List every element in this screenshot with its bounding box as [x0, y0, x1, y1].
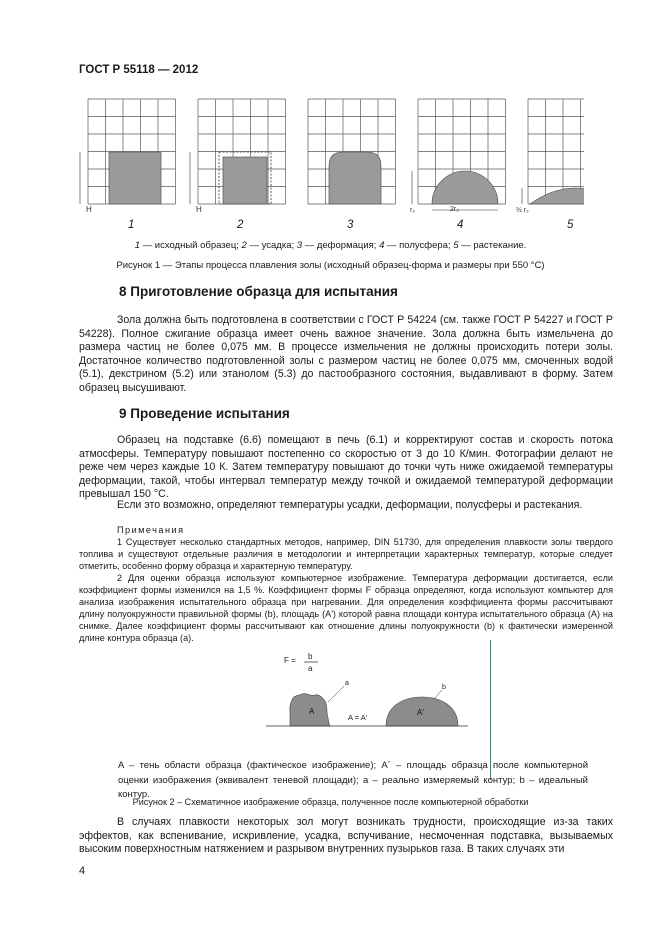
formula-numerator: b — [308, 652, 313, 661]
legend-text-2: — усадка; — [246, 240, 297, 251]
legend-text-3: — деформация; — [302, 240, 380, 251]
figure-1-melting-stages — [74, 95, 584, 217]
stage-number-2: 2 — [237, 219, 244, 231]
legend-text-5: — растекание. — [458, 240, 527, 251]
label-b: b — [442, 684, 446, 691]
stage-5-sample — [530, 188, 584, 204]
legend-number-5: 5 — [453, 240, 459, 251]
legend-text-4: — полусфера; — [384, 240, 454, 251]
closing-paragraph: В случаях плавкости некоторых зол могут возникать трудности, происходящие из-за таких эффектов, как вспенивание, искривление, усадка, вспучивание, несмоченная подставка, вызываемых высоким поверхностным натяжением и разрывом внутренних пузырьков газа. В таких случаях эти — [79, 816, 613, 855]
leader-b — [434, 690, 442, 699]
section-8-title: 8 Приготовление образца для испытания — [119, 284, 398, 299]
leader-a — [328, 686, 344, 702]
section-8-paragraph: Зола должна быть подготовлена в соответствии с ГОСТ Р 54224 (см. также ГОСТ Р 54227 и ГОСТ Р 54228). Полное сжигание образца имеет очень важное значение. Зола должна быть измельчена до размера частиц не более 0,075 мм. В процессе измельчения не должны происходить потери золы. Достаточное количество подготовленной золы с размером частиц не более 0,075 мм, смоченных водой (5.1), декстрином (5.2) или этанолом (5.3) до пастообразного состояния, выдавливают в форму. Затем образец высушивают. — [79, 314, 613, 394]
legend-number-3: 3 — [296, 240, 303, 251]
label-A: A — [309, 707, 315, 716]
section-9-paragraph-1: Образец на подставке (6.6) помещают в печь (6.1) и корректируют состав и скорость потока атмосферы. Температуру повышают постепенно со скоростью от 3 до 10 К/мин. Фотографии делают не реже чем через каждые 10 К. Затем температуру повышают до точки чуть ниже ожидаемой температуры деформации, такой, чтобы интервал температур между точкой и ожидаемой температурой деформации превышал 150 °С. — [79, 434, 613, 500]
page-number: 4 — [79, 865, 86, 877]
note-1: 1 Существует несколько стандартных методов, например, DIN 51730, для определения плавкости золы твердого топлива и существуют отдельные различия в методологии и интерпретации характерных температур, которые следует отметить, особенно форму образца и характерную температуру. — [79, 537, 613, 571]
dim-label-half-r2: ½ r₂ — [516, 207, 529, 214]
note-2: 2 Для оценки образца используют компьютерное изображение. Температура деформации достигается, если коэффициент формы изменился на 1,5 %. Коэффициент формы F образца определяют, когда используют компьютер для анализа изображения испытательного образца при нагревании. Для определения коэффициента формы рассчитывают длину полуокружности правильной формы (b), площадь (A') которой равна площади контура испытательного образца (A) на снимке. Далее коэффициент формы рассчитывают как отношение длины полуокружности (b) к фактически измеренной длине контура образца (a). — [79, 573, 613, 643]
figure-2-caption: Рисунок 2 – Схематичное изображение образца, полученное после компьютерной обработки — [132, 797, 529, 807]
stage-1-sample — [109, 152, 161, 204]
notes-block — [79, 524, 613, 644]
section-9-title: 9 Проведение испытания — [119, 406, 290, 421]
formula-denominator: a — [308, 664, 313, 673]
legend-number-2: 2 — [241, 240, 247, 251]
section-9-paragraph-2: Если это возможно, определяют температуры усадки, деформации, полусферы и растекания. — [117, 499, 583, 511]
stage-number-1: 1 — [128, 219, 135, 231]
label-equality: A = A' — [348, 713, 368, 722]
legend-number-4: 4 — [379, 240, 385, 251]
dim-label-h2: H — [196, 205, 202, 214]
notes-title: Примечания — [117, 525, 185, 535]
figure-1-legend — [60, 240, 601, 251]
stage-number-5: 5 — [567, 219, 574, 231]
dim-label-h1: H — [86, 205, 92, 214]
dim-label-r2: r₂ — [410, 207, 416, 214]
label-A-prime: A' — [417, 708, 424, 717]
label-a: a — [345, 680, 349, 687]
figure-2-legend: A – тень области образца (фактическое изображение); A´ – площадь образца после компьютерной оценки изображения (эквивалент теневой площади); a – реально измеряемый контур; b – идеальный контур. — [118, 760, 588, 800]
figure-2-sample-contour — [262, 652, 472, 734]
stage-3-sample — [329, 152, 381, 204]
document-header: ГОСТ Р 55118 — 2012 — [79, 64, 199, 76]
stage-number-4: 4 — [457, 219, 464, 231]
figure-1-caption: Рисунок 1 — Этапы процесса плавления золы (исходный образец-форма и размеры при 550 °С) — [116, 260, 545, 271]
legend-text-1: — исходный образец; — [139, 240, 242, 251]
legend-number-1: 1 — [134, 240, 140, 251]
dim-label-2r2: 2r₂ — [450, 206, 459, 213]
stage-2-sample — [223, 157, 267, 204]
formula-lhs: F = — [284, 656, 296, 665]
stage-number-3: 3 — [347, 219, 354, 231]
